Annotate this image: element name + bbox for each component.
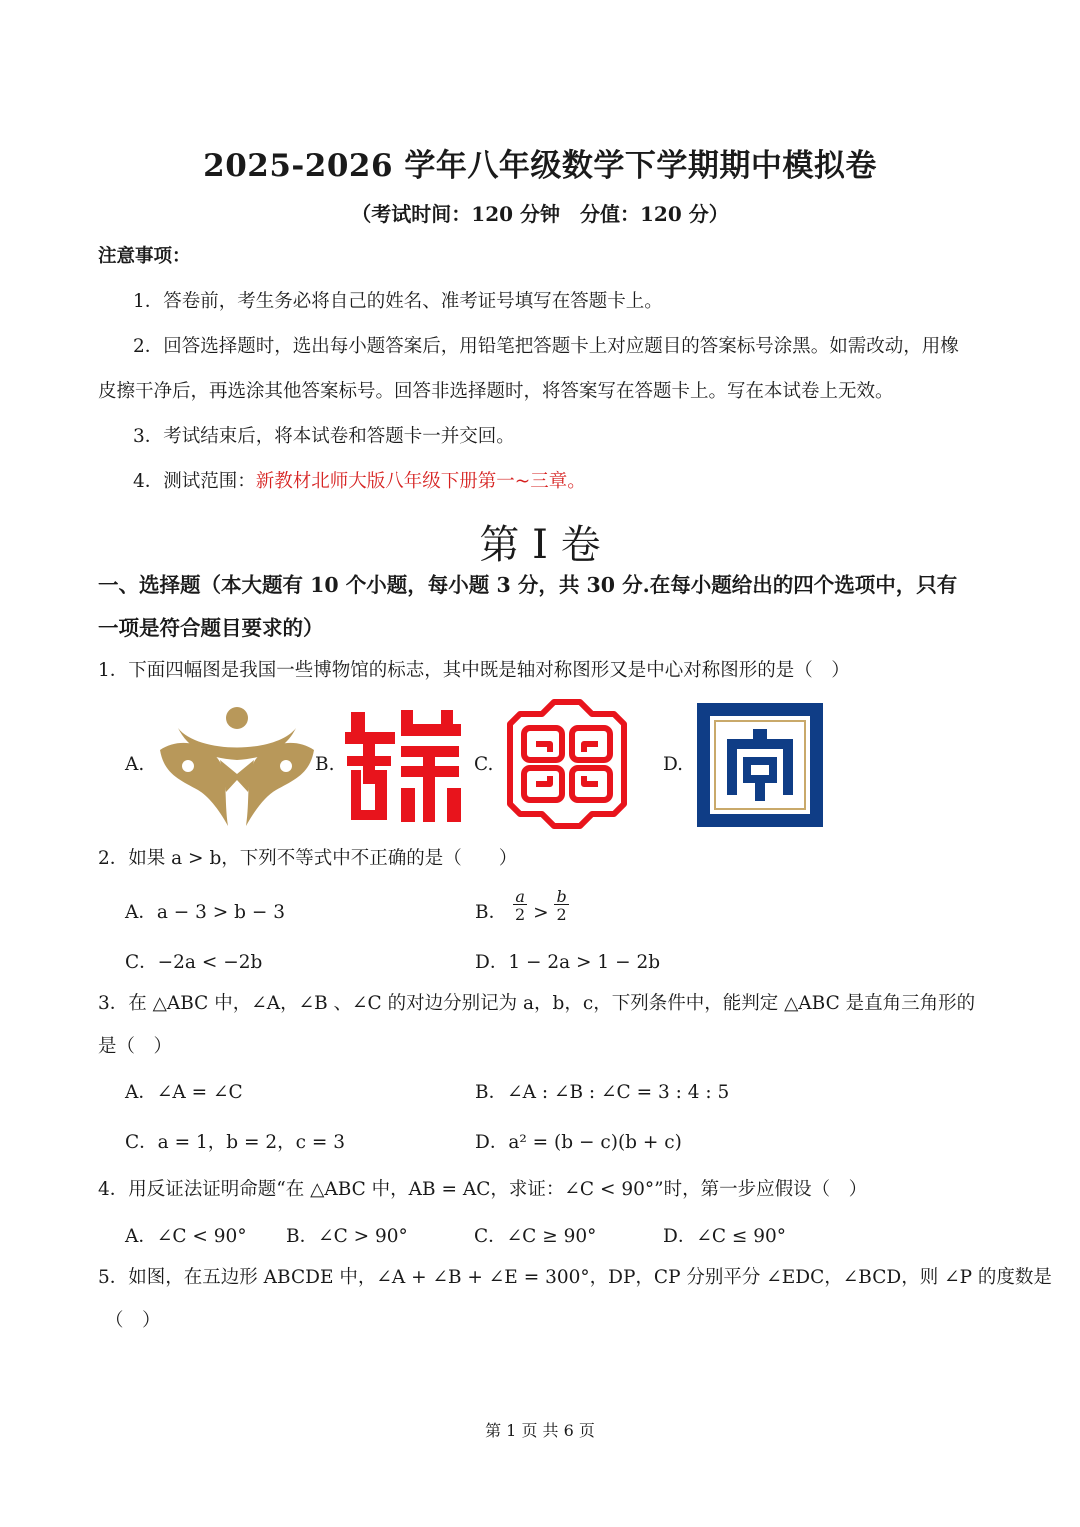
q2-option-d: D．1 − 2a > 1 − 2b	[475, 952, 661, 973]
question-5-stem-line-1: 5．如图，在五边形 ABCDE 中，∠A + ∠B + ∠E = 300°，DP，CP 分别平分 ∠EDC，∠BCD，则 ∠P 的度数是	[98, 1267, 1052, 1288]
q4-option-c: C．∠C ≥ 90°	[474, 1226, 597, 1247]
q4-option-b: B．∠C > 90°	[286, 1226, 408, 1247]
q3-option-c: C．a = 1，b = 2，c = 3	[125, 1132, 345, 1153]
question-5-stem-line-2: （ ）	[105, 1310, 161, 1331]
note-item-2-line-1: 2．回答选择题时，选出每小题答案后，用铅笔把答题卡上对应题目的答案标号涂黑。如需改动，用橡	[133, 336, 959, 357]
question-4-stem: 4．用反证法证明命题“在 △ABC 中，AB = AC，求证：∠C < 90°”时，第一步应假设（ ）	[98, 1179, 868, 1200]
page-footer: 第 1 页 共 6 页	[485, 1421, 595, 1440]
q3-option-d: D．a² = (b − c)(b + c)	[475, 1132, 682, 1153]
test-scope: 新教材北师大版八年级下册第一~三章。	[255, 471, 586, 492]
museum-logo-d	[697, 703, 823, 827]
note-item-1: 1．答卷前，考生务必将自己的姓名、准考证号填写在答题卡上。	[133, 291, 663, 312]
section-heading-line-1: 一、选择题（本大题有 10 个小题，每小题 3 分，共 30 分.在每小题给出的四个选项中，只有	[98, 573, 958, 597]
question-3-stem-line-1: 3．在 △ABC 中，∠A，∠B 、∠C 的对边分别记为 a，b，c，下列条件中，能判定 △ABC 是直角三角形的	[98, 993, 976, 1014]
notes-heading: 注意事项：	[98, 246, 191, 267]
q1-option-a-label: A.	[125, 754, 145, 775]
museum-logo-c	[506, 698, 628, 830]
q1-option-d-label: D.	[663, 754, 684, 775]
museum-logo-b	[345, 706, 462, 823]
q4-option-d: D．∠C ≤ 90°	[663, 1226, 787, 1247]
note-item-4-prefix: 4．测试范围：	[133, 471, 256, 492]
q1-option-c-label: C.	[474, 754, 494, 775]
exam-subtitle: （考试时间：120 分钟 分值：120 分）	[351, 202, 729, 226]
q1-option-b-label: B.	[315, 754, 335, 775]
note-item-2-line-2: 皮擦干净后，再选涂其他答案标号。回答非选择题时，将答案写在答题卡上。写在本试卷上无效。	[98, 381, 894, 402]
q2-option-a: A．a − 3 > b − 3	[125, 902, 286, 923]
q2-option-b: B． $\frac{a}{2} > \frac{b}{2}$	[475, 887, 567, 924]
q4-option-a: A．∠C < 90°	[125, 1226, 247, 1247]
question-1-stem: 1．下面四幅图是我国一些博物馆的标志，其中既是轴对称图形又是中心对称图形的是（ ）	[98, 660, 850, 681]
fraction-b-over-2: $\frac{b}{2}$	[556, 887, 567, 924]
q3-option-b: B．∠A : ∠B : ∠C = 3 : 4 : 5	[475, 1082, 730, 1103]
question-2-stem: 2．如果 a > b，下列不等式中不正确的是（ ）	[98, 848, 518, 869]
fraction-a-over-2: $\frac{a}{2}$	[515, 887, 526, 924]
q2-option-b-label: B．	[475, 902, 508, 923]
note-item-3: 3．考试结束后，将本试卷和答题卡一并交回。	[133, 426, 515, 447]
section-heading-line-2: 一项是符合题目要求的）	[98, 616, 324, 640]
question-3-stem-line-2: 是（ ）	[98, 1036, 173, 1057]
museum-logo-a	[158, 704, 316, 828]
q3-option-a: A．∠A = ∠C	[125, 1082, 243, 1103]
note-item-4	[133, 469, 586, 495]
part-title: 第 I 卷	[479, 522, 601, 568]
q2-option-c: C．−2a < −2b	[125, 952, 263, 973]
exam-title: 2025-2026 学年八年级数学下学期期中模拟卷	[203, 148, 877, 184]
